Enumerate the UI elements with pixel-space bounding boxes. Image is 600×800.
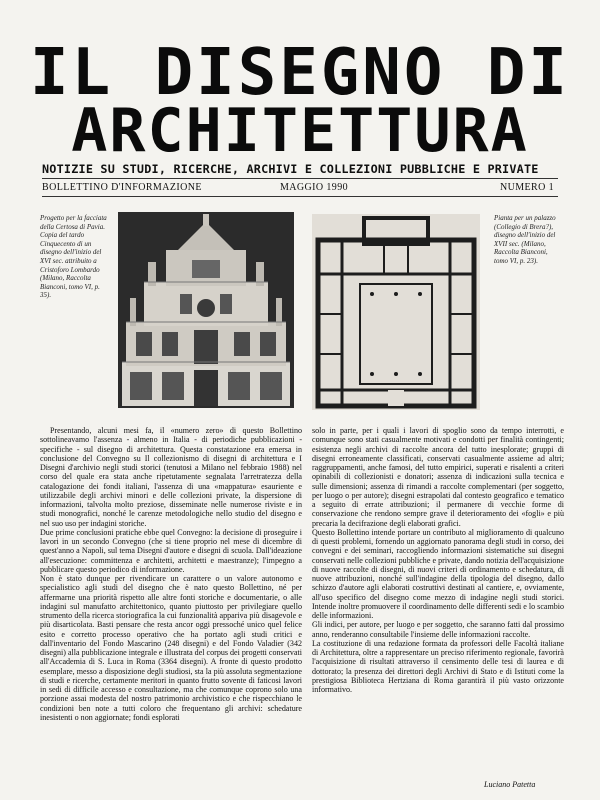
facade-drawing-illustration [118,212,294,408]
header-divider [42,178,558,179]
facade-drawing-caption: Progetto per la facciata della Certosa di Pavia. Copia del tardo Cinquecento di un disegno dell'inizio del XVI sec. attribuito a Cristoforo Lombardo (Milano, Raccolta Bianconi, tomo VI, p. 35). [40,214,107,300]
bulletin-label: BOLLETTINO D'INFORMAZIONE [42,182,202,193]
header-divider-bottom [42,196,558,197]
article-paragraph: Questo Bollettino intende portare un contributo al miglioramento di qualcuno di questi problemi, fornendo un aggiornato panorama degli studi in corso, dei convegni e dei seminari, raccogliendo informazioni sistematiche sui disegni conservati nelle collezioni pubbliche e private, dando notizia dell'acquisizione di nuove raccolte di disegni, di nuovi criteri di ordinamento e schedatura, di nuove attribuzioni, nonché sull'indagine della tipologia del disegno, dallo schizzo d'autore agli elaborati costruttivi destinati al cantiere, e, ovviamente, all'uso specifico del disegno come mezzo di indagine negli studi storici. Intende inoltre promuovere il coordinamento delle differenti sedi e lo scambio delle informazioni. [312,527,564,620]
facade-drawing-image [118,212,294,408]
article-column-right [312,426,564,746]
floor-plan-caption: Pianta per un palazzo (Collegio di Brera?), disegno dell'inizio del XVII sec. (Milano, Raccolta Bianconi, tomo VI, p. 23). [494,214,556,265]
floor-plan-illustration [312,214,480,410]
masthead-title-line2: ARCHITETTURA [71,96,529,166]
article-paragraph: Gli indici, per autore, per luogo e per soggetto, che saranno fatti dal prossimo anno, renderanno consultabile l'insieme delle informazioni raccolte. [312,620,564,639]
article-paragraph: Non è stato dunque per rivendicare un carattere o un valore autonomo e specialistico agli studi del disegno che è nato questo Bollettino, né per affermarne una priorità rispetto alle altre fonti storiche e documentarie, o alle indagini sul manufatto architettonico, quanto piuttosto per privilegiare quello strumento della ricerca storiografica la cui funzionalità appariva più disagevole e più disarticolata. Basti pensare che resta ancor oggi pressoché unico quel felice esito e corretto processo operativo che ha portato agli studi critici e dall'inventario del Fondo Mascarino (248 disegni) e del Fondo Valadier (342 disegni) alla pubblicazione integrale e illustrata del corpus dei progetti conservati all'Accademia di S. Luca in Roma (3364 disegni). A fronte di questo prodotto esemplare, messo a disposizione degli studiosi, sta la più assoluta segmentazione di studi e ricerche, certamente meritori in quanto frutto sovente di faticosi lavori in sedi di difficile accesso e consultazione, ma che comunque coprono solo una porzione assai modesta del nostro patrimonio archivistico e che rispecchiano le condizioni ben note a tutti coloro che frequentano gli archivi: schedature inesistenti o non aggiornate; fondi esplorati [40,574,302,722]
masthead-subtitle: NOTIZIE SU STUDI, RICERCHE, ARCHIVI E COLLEZIONI PUBBLICHE E PRIVATE [42,162,539,176]
article-paragraph: Due prime conclusioni pratiche ebbe quel Convegno: la decisione di proseguire i lavori in un secondo Convegno (che si tiene proprio nel mese di dicembre di quest'anno a Napoli, sul tema Disegni d'autore e disegni di scuola. Dall'ideazione all'esecuzione: committenza e architetti, architetti e maestranze); l'impegno a pubblicare questo periodico di informazione. [40,527,302,574]
issue-number: NUMERO 1 [500,182,555,193]
masthead-title-line1: IL DISEGNO DI [30,36,570,110]
article-paragraph: La costituzione di una redazione formata da professori delle Facoltà italiane di Architettura, oltre a rappresentare un preciso riferimento regionale, favorirà l'acquisizione di risultati attraverso il censimento delle tesi di laurea e di dottorato; la presenza dei direttori degli Archivi di Stato e di Istituti come la prestigiosa Biblioteca Hertziana di Roma garantirà il più vasto orizzonte informativo. [312,638,564,694]
floor-plan-image [312,214,480,410]
author-signature: Luciano Patetta [484,780,536,789]
article-column-left [40,426,302,782]
article-paragraph: Presentando, alcuni mesi fa, il «numero zero» di questo Bollettino sottolineavamo l'assenza - almeno in Italia - di periodiche pubblicazioni - specifiche - sul disegno di architettura. Questa constatazione era emersa in conclusione del Convegno su Il collezionismo di disegni di architettura e I Disegni d'archivio negli studi storici (tenutosi a Milano nel febbraio 1988) nel corso del quale era stata anche ripetutamente segnalata l'arretratezza della catalogazione dei fondi italiani, l'assenza di una «mappatura» esauriente e utilizzabile degli archivi minori e delle collezioni private, la dispersione di informazioni, talvolta molto preziose, disseminate nelle numerose riviste e in studi monografici, nonché le carenze metodologiche nello studio del disegno e nel suo uso per indagini storiche. [40,426,302,528]
article-paragraph: solo in parte, per i quali i lavori di spoglio sono da tempo interrotti, e comunque sono stati casualmente motivati e condotti per finalità contingenti; esistenza negli archivi di raccolte ancora del tutto inesplorate; gruppi di disegni erroneamente classificati, conservati casualmente assieme ad altri; raggruppamenti, anche famosi, del tutto empirici, superati e risalenti a criteri opinabili di collezionisti e donatori; assenza di indicazioni sulla tecnica e sulle dimensioni; assenza di rimandi a raccolte complementari (per soggetto, per luogo o per autore); disegni estrapolati dal contesto geografico e tematico a seguito di errate attribuzioni; il permanere di vecchie forme di conservazione che rendono sempre grave il deterioramento dei «fogli» e più precaria la decifrazione degli elaborati grafici. [312,426,564,528]
issue-date: MAGGIO 1990 [280,182,349,193]
